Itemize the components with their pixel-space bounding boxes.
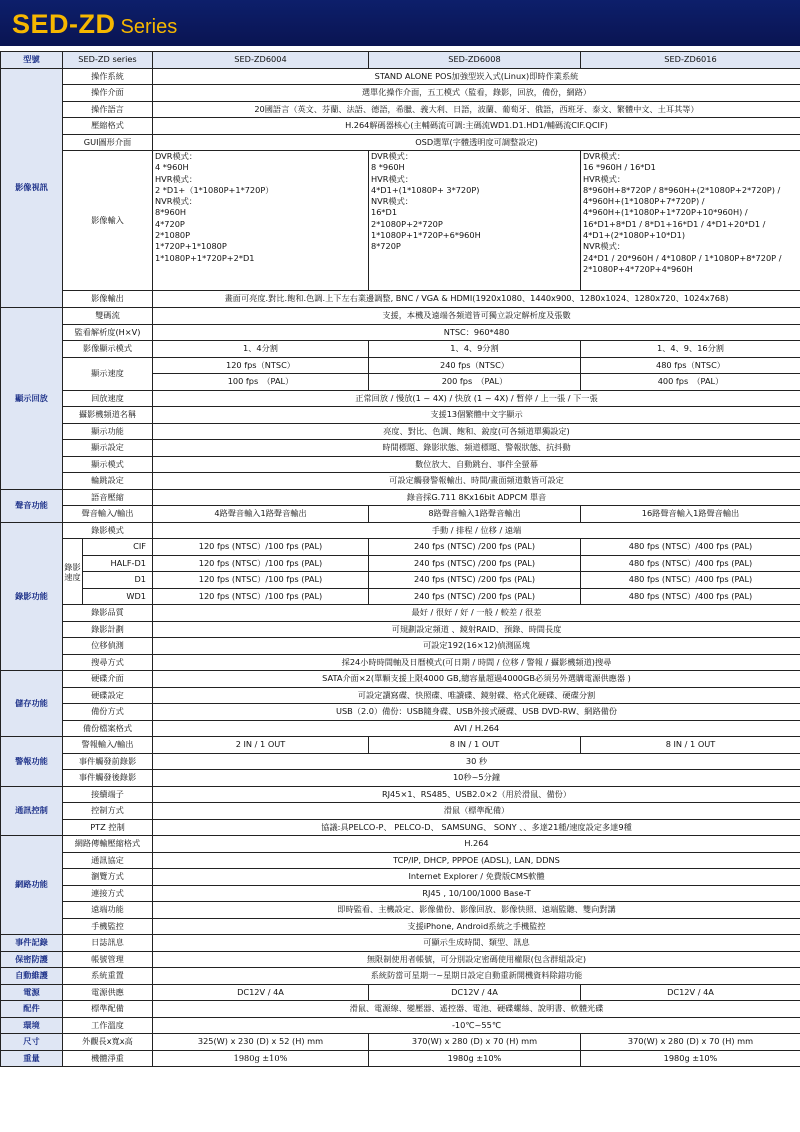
video-input-model-2: DVR模式： 8 *960H HVR模式： 4*D1+(1*1080P+ 3*720P) NVR模式： 16*D1 2*1080P+2*720P 1*1080P+1*720P+6*960H 8*720P (369, 151, 581, 291)
row-value: 400 fps （PAL） (581, 374, 800, 391)
row-label: 操作語言 (63, 101, 153, 118)
row-value: 數位放大、自動跳台、事件全螢幕 (153, 456, 800, 473)
row-value: 可規劃設定頻道 、鏡射RAID、預錄、時間長度 (153, 621, 800, 638)
row-value: 370(W) x 280 (D) x 70 (H) mm (581, 1034, 800, 1051)
row-label: 硬碟介面 (63, 671, 153, 688)
row-label: 錄影模式 (63, 522, 153, 539)
row-value: 120 fps (NTSC）/100 fps (PAL) (153, 572, 369, 589)
row-value: 8 IN / 1 OUT (581, 737, 800, 754)
row-value: 2 IN / 1 OUT (153, 737, 369, 754)
row-value: 100 fps （PAL） (153, 374, 369, 391)
row-value: SATA介面×2(單顆支援上限4000 GB,總容量超過4000GB必須另外選購電源供應器 ) (153, 671, 800, 688)
row-value: 240 fps (NTSC) /200 fps (PAL) (369, 588, 581, 605)
row-label: 顯示模式 (63, 456, 153, 473)
row-label: 警報輸入/輸出 (63, 737, 153, 754)
row-value: 370(W) x 280 (D) x 70 (H) mm (369, 1034, 581, 1051)
row-value: 採24小時時間軸及日曆模式(可日期 / 時間 / 位移 / 警報 / 攝影機頻道)搜尋 (153, 654, 800, 671)
row-value: RJ45×1、RS485、USB2.0×2（用於滑鼠、備份） (153, 786, 800, 803)
row-value: 480 fps（NTSC） (581, 357, 800, 374)
row-value: DC12V / 4A (153, 984, 369, 1001)
row-label: 帳號管理 (63, 951, 153, 968)
category-weight: 重量 (1, 1050, 63, 1067)
row-value: STAND ALONE POS加強型崁入式(Linux)即時作業系統 (153, 68, 800, 85)
row-label: 控制方式 (63, 803, 153, 820)
row-label: 連接方式 (63, 885, 153, 902)
row-label: 顯示設定 (63, 440, 153, 457)
row-value: 畫面可亮度.對比.飽和.色調.上下左右業邊調整, BNC / VGA & HDMI(1920x1080、1440x900、1280x1024、1280x720、1024x768) (153, 291, 800, 308)
row-value: 480 fps (NTSC）/400 fps (PAL) (581, 588, 800, 605)
row-value: 240 fps（NTSC） (369, 357, 581, 374)
row-value: TCP/IP, DHCP, PPPOE (ADSL), LAN, DDNS (153, 852, 800, 869)
category-environment: 環境 (1, 1017, 63, 1034)
row-label: 顯示功能 (63, 423, 153, 440)
row-label: 網路傳輸壓縮格式 (63, 836, 153, 853)
row-value: 支援，本機及遠端各頻道皆可獨立設定解析度及張數 (153, 308, 800, 325)
row-label: 錄影計劃 (63, 621, 153, 638)
row-value: 即時監看、主機設定、影像備份、影像回放、影像快照、遠端監聽、雙向對講 (153, 902, 800, 919)
row-label: 標準配備 (63, 1001, 153, 1018)
row-value: 手動 / 排程 / 位移 / 遠端 (153, 522, 800, 539)
row-label: 監看解析度(H×V) (63, 324, 153, 341)
row-label: GUI圖形介面 (63, 134, 153, 151)
category-accessories: 配件 (1, 1001, 63, 1018)
row-value: 可設定192(16×12)偵測區塊 (153, 638, 800, 655)
row-label: 事件觸發前錄影 (63, 753, 153, 770)
row-value: 20國語言（英文、芬蘭、法語、德語，希臘、義大利、日語，波蘭、葡萄牙、俄語，西班牙、泰文、繁體中文、土耳其等） (153, 101, 800, 118)
row-value: DC12V / 4A (369, 984, 581, 1001)
row-label: 影像輸入 (63, 151, 153, 291)
model-2-header: SED-ZD6008 (369, 52, 581, 69)
row-label: 位移偵測 (63, 638, 153, 655)
row-value: 240 fps (NTSC) /200 fps (PAL) (369, 539, 581, 556)
row-label: 錄影品質 (63, 605, 153, 622)
category-size: 尺寸 (1, 1034, 63, 1051)
row-value: 1、4、9、16分割 (581, 341, 800, 358)
row-label: 操作介面 (63, 85, 153, 102)
row-label: 備份檔案格式 (63, 720, 153, 737)
row-value: 最好 / 很好 / 好 / 一般 / 較差 / 很差 (153, 605, 800, 622)
row-label: 手機監控 (63, 918, 153, 935)
row-label: 顯示速度 (63, 357, 153, 390)
row-value: 120 fps (NTSC）/100 fps (PAL) (153, 588, 369, 605)
row-value: 可顯示生成時間、類型、訊息 (153, 935, 800, 952)
row-value: 無限制使用者帳號，可分別設定密碼使用權限(包含群組設定) (153, 951, 800, 968)
series-title (12, 9, 177, 40)
row-value: 協議:具PELCO-P、 PELCO-D、 SAMSUNG、 SONY 、、多達21種/速度設定多達9種 (153, 819, 800, 836)
row-label: 回放速度 (63, 390, 153, 407)
category-network: 網路功能 (1, 836, 63, 935)
row-value: 1、4分割 (153, 341, 369, 358)
row-value: Internet Explorer / 免費版CMS軟體 (153, 869, 800, 886)
row-value: 選單化操作介面，五工模式（監看，錄影，回放，備份，網路） (153, 85, 800, 102)
category-storage: 儲存功能 (1, 671, 63, 737)
model-1-header: SED-ZD6004 (153, 52, 369, 69)
row-value: DC12V / 4A (581, 984, 800, 1001)
record-speed-key: WD1 (83, 588, 153, 605)
row-value: 1980g ±10% (581, 1050, 800, 1067)
record-speed-key: D1 (83, 572, 153, 589)
row-value: 可設定讀寫碟、快照碟、唯讀碟、鏡射碟、格式化硬碟、硬碟分割 (153, 687, 800, 704)
row-label: 事件觸發後錄影 (63, 770, 153, 787)
row-value: 240 fps (NTSC) /200 fps (PAL) (369, 555, 581, 572)
row-value: 30 秒 (153, 753, 800, 770)
row-label: 工作溫度 (63, 1017, 153, 1034)
row-value: 時間標題、錄影狀態、頻道標題、警報狀態、抗抖動 (153, 440, 800, 457)
row-label: 聲音輸入/輸出 (63, 506, 153, 523)
row-value: 120 fps（NTSC） (153, 357, 369, 374)
row-value: 1980g ±10% (369, 1050, 581, 1067)
category-audio: 聲音功能 (1, 489, 63, 522)
row-value: 1980g ±10% (153, 1050, 369, 1067)
row-value: RJ45 , 10/100/1000 Base-T (153, 885, 800, 902)
row-value: 8 IN / 1 OUT (369, 737, 581, 754)
row-label: PTZ 控制 (63, 819, 153, 836)
row-label: 影像顯示模式 (63, 341, 153, 358)
row-value: 120 fps (NTSC）/100 fps (PAL) (153, 555, 369, 572)
record-speed-label: 錄影速度 (63, 539, 83, 605)
row-value: 10秒~5分鐘 (153, 770, 800, 787)
row-label: 日誌訊息 (63, 935, 153, 952)
category-security: 保密防護 (1, 951, 63, 968)
row-value: 正常回放 / 慢放(1 ~ 4X) / 快放 (1 ~ 4X) / 暫停 / 上一張 / 下一張 (153, 390, 800, 407)
series-suffix: Series (120, 16, 178, 38)
row-label: 瀏覽方式 (63, 869, 153, 886)
row-value: 1、4、9分割 (369, 341, 581, 358)
brand-name: SED-ZD (12, 9, 116, 39)
type-header: 型號 (1, 52, 63, 69)
row-value: -10℃~55℃ (153, 1017, 800, 1034)
video-input-model-3: DVR模式： 16 *960H / 16*D1 HVR模式： 8*960H+8*720P / 8*960H+(2*1080P+2*720P) / 4*960H+(1*1080P+7*720P) / 4*960H+(1*1080P+1*720P+10*960H) / 16*D1+8*D1 / 8*D1+16*D1 / 4*D1+20*D1 / 4*D1+(2*1080P+10*D1) NVR模式： 24*D1 / 20*960H / 4*1080P / 1*1080P+8*720P / 2*1080P+4*720P+4*960H (581, 151, 800, 291)
row-value: 錄音採G.711 8Kx16bit ADPCM 單音 (153, 489, 800, 506)
row-label: 操作系統 (63, 68, 153, 85)
header-row (1, 52, 800, 69)
category-maintenance: 自動維護 (1, 968, 63, 985)
row-label: 通訊協定 (63, 852, 153, 869)
row-label: 攝影機頻道名稱 (63, 407, 153, 424)
row-label: 系統重置 (63, 968, 153, 985)
category-display: 顯示回放 (1, 308, 63, 490)
row-value: 8路聲音輸入1路聲音輸出 (369, 506, 581, 523)
record-speed-key: HALF-D1 (83, 555, 153, 572)
row-value: OSD選單(字體透明度可調整設定) (153, 134, 800, 151)
row-label: 硬碟設定 (63, 687, 153, 704)
row-label: 影像輸出 (63, 291, 153, 308)
row-value: 亮度、對比、色調、飽和、銳度(可各頻道單獨設定) (153, 423, 800, 440)
row-label: 語音壓縮 (63, 489, 153, 506)
row-value: H.264 (153, 836, 800, 853)
category-video: 影像視訊 (1, 68, 63, 308)
row-label: 輪跳設定 (63, 473, 153, 490)
row-value: USB（2.0）備份：USB隨身碟、USB外接式硬碟、USB DVD-RW、網路備份 (153, 704, 800, 721)
row-value: 支援iPhone, Android系統之手機監控 (153, 918, 800, 935)
row-value: 480 fps (NTSC）/400 fps (PAL) (581, 572, 800, 589)
row-value: 滑鼠、電源線、變壓器、遙控器、電池、硬碟螺絲、說明書、軟體光碟 (153, 1001, 800, 1018)
row-value: 240 fps (NTSC) /200 fps (PAL) (369, 572, 581, 589)
row-value: 可設定觸發警報輸出、時間/畫面頻道數皆可設定 (153, 473, 800, 490)
row-label: 遠端功能 (63, 902, 153, 919)
category-power: 電源 (1, 984, 63, 1001)
row-value: 200 fps （PAL） (369, 374, 581, 391)
category-event: 事件記錄 (1, 935, 63, 952)
model-3-header: SED-ZD6016 (581, 52, 800, 69)
row-value: 120 fps (NTSC）/100 fps (PAL) (153, 539, 369, 556)
video-input-model-1: DVR模式： 4 *960H HVR模式： 2 *D1+（1*1080P+1*720P） NVR模式： 8*960H 4*720P 2*1080P 1*720P+1*1080P 1*1080P+1*720P+2*D1 (153, 151, 369, 291)
row-label: 接續端子 (63, 786, 153, 803)
row-value: 480 fps (NTSC）/400 fps (PAL) (581, 555, 800, 572)
row-value: 滑鼠（標準配備） (153, 803, 800, 820)
row-value: 480 fps (NTSC）/400 fps (PAL) (581, 539, 800, 556)
record-speed-key: CIF (83, 539, 153, 556)
row-label: 電源供應 (63, 984, 153, 1001)
row-label: 機體淨重 (63, 1050, 153, 1067)
row-label: 備份方式 (63, 704, 153, 721)
row-value: 支援13個繁體中文字顯示 (153, 407, 800, 424)
spec-table (0, 51, 800, 1067)
row-label: 外觀長x寬x高 (63, 1034, 153, 1051)
row-value: 325(W) x 230 (D) x 52 (H) mm (153, 1034, 369, 1051)
category-comm: 通訊控制 (1, 786, 63, 836)
category-alarm: 警報功能 (1, 737, 63, 787)
row-value: 4路聲音輸入1路聲音輸出 (153, 506, 369, 523)
row-label: 雙碼流 (63, 308, 153, 325)
series-header: SED-ZD series (63, 52, 153, 69)
row-value: AVI / H.264 (153, 720, 800, 737)
row-label: 壓縮格式 (63, 118, 153, 135)
row-label: 搜尋方式 (63, 654, 153, 671)
category-record: 錄影功能 (1, 522, 63, 671)
page-header (0, 0, 800, 46)
row-value: 系統防當可星期一~星期日設定自動重新開機資料除錯功能 (153, 968, 800, 985)
row-value: H.264解碼器核心(主輔碼流可調:主碼流WD1.D1.HD1/輔碼流CIF.QCIF) (153, 118, 800, 135)
row-value: NTSC：960*480 (153, 324, 800, 341)
row-value: 16路聲音輸入1路聲音輸出 (581, 506, 800, 523)
